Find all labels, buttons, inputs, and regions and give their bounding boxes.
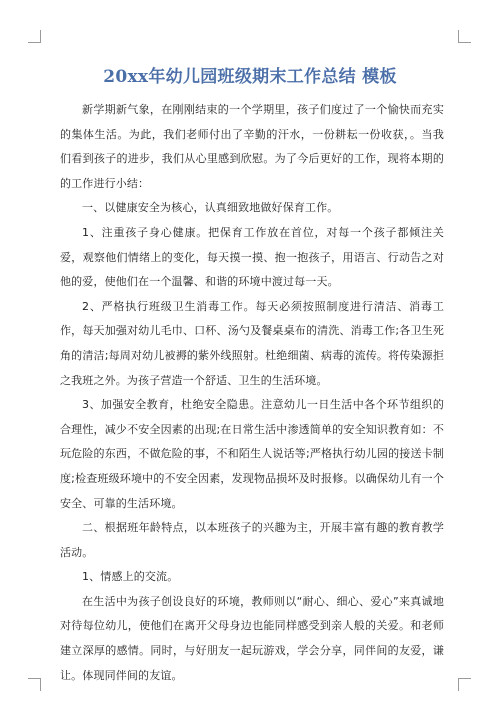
document-title: 20xx年幼儿园班级期末工作总结 模板 (103, 67, 397, 87)
paragraph-item-3-safety: 3、加强安全教育，杜绝安全隐患。注意幼儿一日生活中各个环节组织的合理性，减少不安全因素的出现;在日常生活中渗透简单的安全知识教育如：不玩危险的东西，不做危险的事，不和陌生人说话等;严格执行幼儿园的接送卡制度;检查班级环境中的不安全因素，发现物品损坏及时报修。以确保幼儿有一个安全、可靠的生活环境。 (60, 398, 444, 510)
crop-mark-top-left (28, 30, 41, 43)
paragraph-section-2-heading: 二、根据班年龄特点，以本班孩子的兴趣为主，开展丰富有趣的教育教学活动。 (60, 521, 444, 559)
crop-mark-top-right (458, 30, 471, 43)
document-body (60, 98, 444, 688)
crop-mark-bottom-right (458, 678, 471, 691)
crop-mark-bottom-left (28, 678, 41, 691)
paragraph-item-1-health: 1、注重孩子身心健康。把保育工作放在首位，对每一个孩子都倾注关爱，观察他们情绪上的变化，每天摸一摸、抱一抱孩子，用语言、行动告之对他的爱，使他们在一个温馨、和谐的环境中渡过每一天。 (60, 225, 444, 289)
paragraph-intro: 新学期新气象，在刚刚结束的一个学期里，孩子们度过了一个愉快而充实的集体生活。为此，我们老师付出了辛勤的汗水，一份耕耘一份收获，。当我们看到孩子的进步，我们从心里感到欣慰。为了今后更好的工作，现将本期的的工作进行小结： (60, 103, 444, 190)
paragraph-emotion-body: 在生活中为孩子创设良好的环境，教师则以“耐心、细心、爱心”来真诚地对待每位幼儿，使他们在离开父母身边也能同样感受到亲人般的关爱。和老师建立深厚的感情。同时，与好朋友一起玩游戏，学会分享，同伴间的友爱，谦让。体现同伴间的友谊。 (60, 594, 444, 682)
paragraph-subheading-emotion: 1、情感上的交流。 (82, 570, 179, 584)
paragraph-item-2-hygiene: 2、严格执行班级卫生消毒工作。每天必须按照制度进行清洁、消毒工作，每天加强对幼儿毛巾、口杯、汤勺及餐桌桌布的清洗、消毒工作;各卫生死角的清洁;每周对幼儿被褥的紫外线照射。杜绝细菌、病毒的流传。将传染源拒之我班之外。为孩子营造一个舒适、卫生的生活环境。 (60, 299, 444, 387)
paragraph-section-1-heading: 一、以健康安全为核心，认真细致地做好保育工作。 (82, 201, 339, 215)
